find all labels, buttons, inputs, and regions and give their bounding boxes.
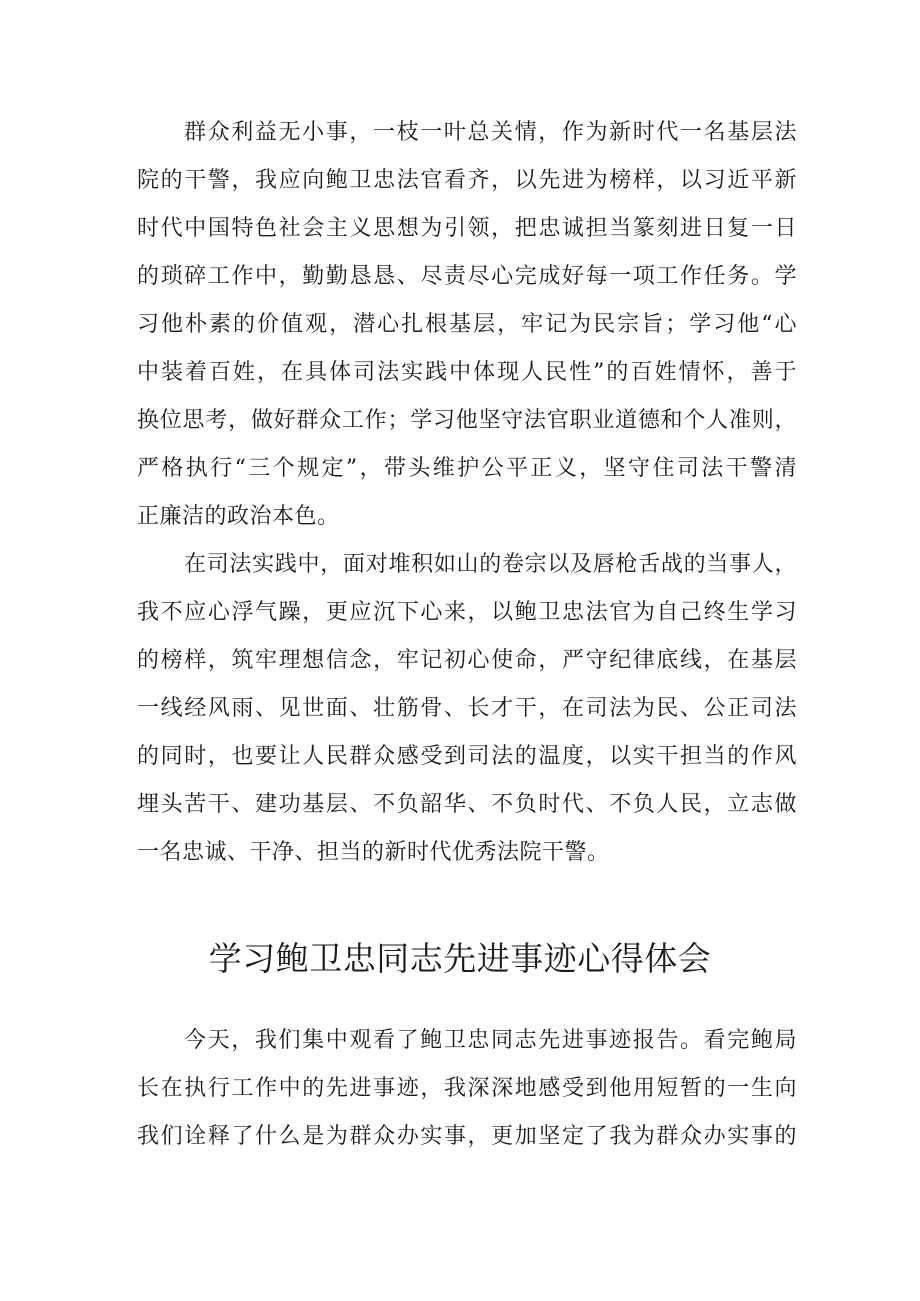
paragraph-3 xyxy=(137,1017,797,1161)
paragraph-line: 严格执行“三个规定”，带头维护公平正义，坚守住司法干警清 xyxy=(137,456,797,481)
paragraph-line: 院的干警，我应向鲍卫忠法官看齐，以先进为榜样，以习近平新 xyxy=(137,168,797,193)
paragraph-line: 换位思考，做好群众工作；学习他坚守法官职业道德和个人准则， xyxy=(137,408,797,433)
paragraph-line: 我不应心浮气躁，更应沉下心来，以鲍卫忠法官为自己终生学习 xyxy=(137,600,797,625)
paragraph-line: 长在执行工作中的先进事迹，我深深地感受到他用短暂的一生向 xyxy=(137,1076,797,1101)
paragraph-line: 时代中国特色社会主义思想为引领，把忠诚担当篆刻进日复一日 xyxy=(137,216,797,241)
paragraph-line: 今天，我们集中观看了鲍卫忠同志先进事迹报告。看完鲍局 xyxy=(184,1028,797,1053)
paragraph-line: 我们诠释了什么是为群众办实事，更加坚定了我为群众办实事的 xyxy=(137,1124,797,1149)
paragraph-line: 的琐碎工作中，勤勤恳恳、尽责尽心完成好每一项工作任务。学 xyxy=(137,264,797,289)
paragraph-line: 的榜样，筑牢理想信念，牢记初心使命，严守纪律底线，在基层 xyxy=(137,648,797,673)
paragraph-line: 习他朴素的价值观，潜心扎根基层，牢记为民宗旨；学习他“心 xyxy=(137,312,797,337)
paragraph-line: 一名忠诚、干净、担当的新时代优秀法院干警。 xyxy=(137,840,610,865)
paragraph-line: 埋头苦干、建功基层、不负韶华、不负时代、不负人民，立志做 xyxy=(137,792,797,817)
paragraph-line: 正廉洁的政治本色。 xyxy=(137,504,340,529)
paragraph-1 xyxy=(137,109,797,541)
paragraph-line: 一线经风雨、见世面、壮筋骨、长才干，在司法为民、公正司法 xyxy=(137,696,797,721)
paragraph-line: 中装着百姓，在具体司法实践中体现人民性”的百姓情怀，善于 xyxy=(137,360,797,385)
paragraph-2 xyxy=(137,541,797,877)
section-title: 学习鲍卫忠同志先进事迹心得体会 xyxy=(208,939,712,978)
paragraph-line: 的同时，也要让人民群众感受到司法的温度，以实干担当的作风 xyxy=(137,744,797,769)
paragraph-line: 群众利益无小事，一枝一叶总关情，作为新时代一名基层法 xyxy=(184,120,797,145)
paragraph-line: 在司法实践中，面对堆积如山的卷宗以及唇枪舌战的当事人， xyxy=(184,552,797,577)
